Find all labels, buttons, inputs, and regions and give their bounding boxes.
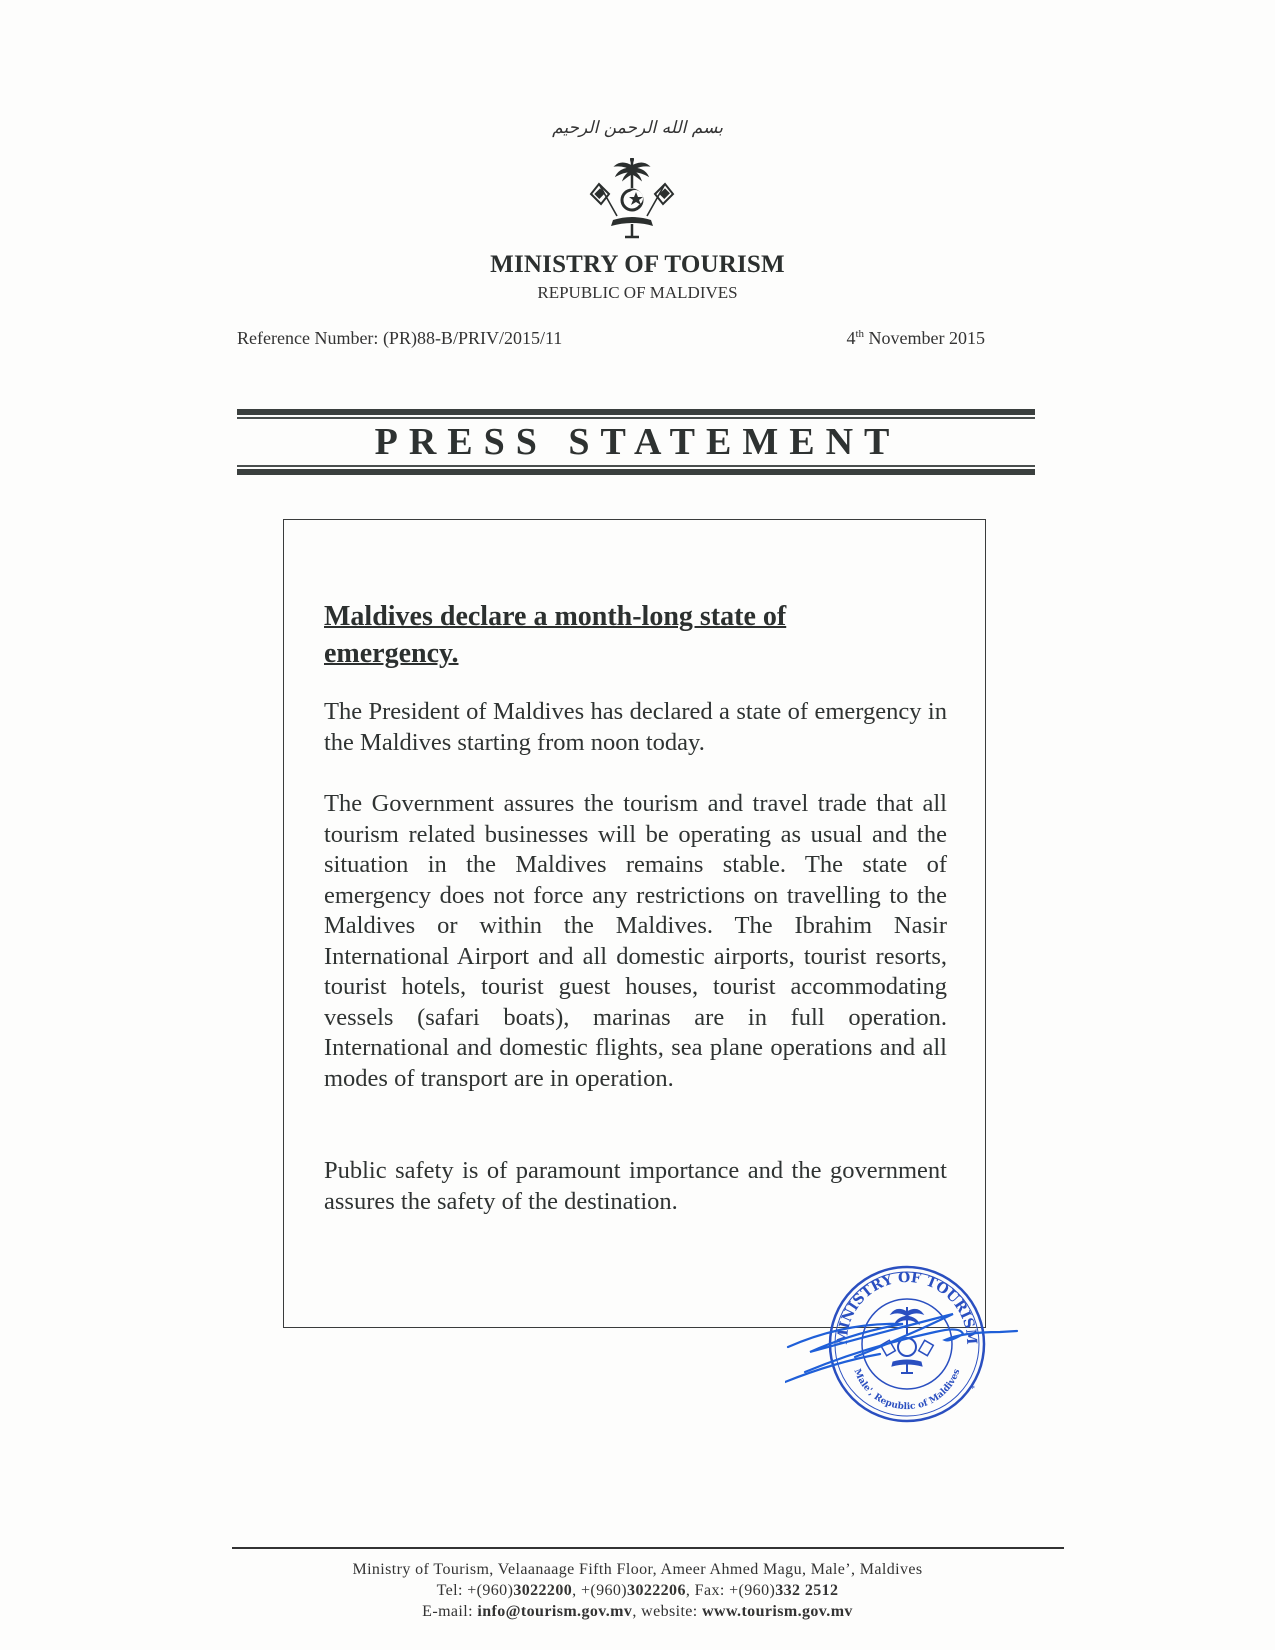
email-link[interactable]: info@tourism.gov.mv xyxy=(477,1603,633,1620)
bismillah-calligraphy xyxy=(0,118,1275,138)
official-stamp-icon xyxy=(785,1262,1025,1437)
banner-top-rule-thin xyxy=(237,417,1035,419)
statement-paragraph: Public safety is of paramount importance and the government assures the safety of the destination. xyxy=(324,1157,947,1215)
website-label: website: xyxy=(641,1603,698,1620)
bismillah-text: بسم الله الرحمن الرحيم xyxy=(552,118,723,138)
reference-number xyxy=(237,328,562,349)
fax-number[interactable]: 332 2512 xyxy=(775,1582,839,1599)
date-suffix: th xyxy=(855,328,865,340)
statement-paragraph: The President of Maldives has declared a state of emergency in the Maldives starting from noon today. xyxy=(324,698,947,756)
tel-number-1[interactable]: 3022200 xyxy=(513,1582,573,1599)
statement-date xyxy=(846,328,985,349)
date-month-year: November 2015 xyxy=(868,328,985,348)
banner-bottom-rule xyxy=(237,469,1035,475)
email-label: E-mail: xyxy=(422,1603,473,1620)
maldives-state-emblem-icon xyxy=(587,158,677,240)
tel-prefix: +(960) xyxy=(580,1582,628,1599)
reference-value: (PR)88-B/PRIV/2015/11 xyxy=(382,328,563,348)
svg-text:*: * xyxy=(970,1384,975,1395)
fax-label: Fax: xyxy=(694,1582,725,1599)
website-link[interactable]: www.tourism.gov.mv xyxy=(702,1603,853,1620)
ministry-subtitle: REPUBLIC OF MALDIVES xyxy=(537,283,738,302)
statement-headline: Maldives declare a month-long state of emergency. xyxy=(324,601,787,669)
ministry-title: MINISTRY OF TOURISM xyxy=(490,251,785,278)
stamp-top-text: MINISTRY OF TOURISM xyxy=(834,1269,980,1346)
tel-label: Tel: xyxy=(436,1582,463,1599)
banner-bottom-rule-thin xyxy=(237,465,1035,467)
stamp-bottom-text: Male', Republic of Maldives xyxy=(851,1367,963,1413)
reference-label: Reference Number: xyxy=(237,328,379,348)
footer-contact-web: E-mail: info@tourism.gov.mv, website: www.tourism.gov.mv xyxy=(422,1603,853,1620)
tel-number-2[interactable]: 3022206 xyxy=(627,1582,686,1599)
date-day: 4 xyxy=(846,328,856,348)
banner-top-rule xyxy=(237,409,1035,415)
statement-paragraph: The Government assures the tourism and travel trade that all tourism related businesses will be operating as usual and the situation in the Maldives remains stable. The state of emergency does not force any restrictions on travelling to the Maldives or within the Maldives. The Ibrahim Nasir International Airport and all domestic airports, tourist resorts, tourist hotels, tourist guest houses, tourist accommodating vessels (safari boats), marinas are in full operation. International and domestic flights, sea plane operations and all modes of transport are in operation. xyxy=(324,790,947,1092)
press-statement-title: PRESS STATEMENT xyxy=(374,421,901,463)
footer-address: Ministry of Tourism, Velaanaage Fifth Floor, Ameer Ahmed Magu, Male’, Maldives xyxy=(352,1561,923,1578)
footer-rule xyxy=(232,1547,1064,1549)
footer-contact-phones: Tel: +(960)3022200, +(960)3022206, Fax: +(960)332 2512 xyxy=(436,1582,839,1599)
fax-prefix: +(960) xyxy=(729,1582,776,1599)
tel-prefix: +(960) xyxy=(467,1582,514,1599)
